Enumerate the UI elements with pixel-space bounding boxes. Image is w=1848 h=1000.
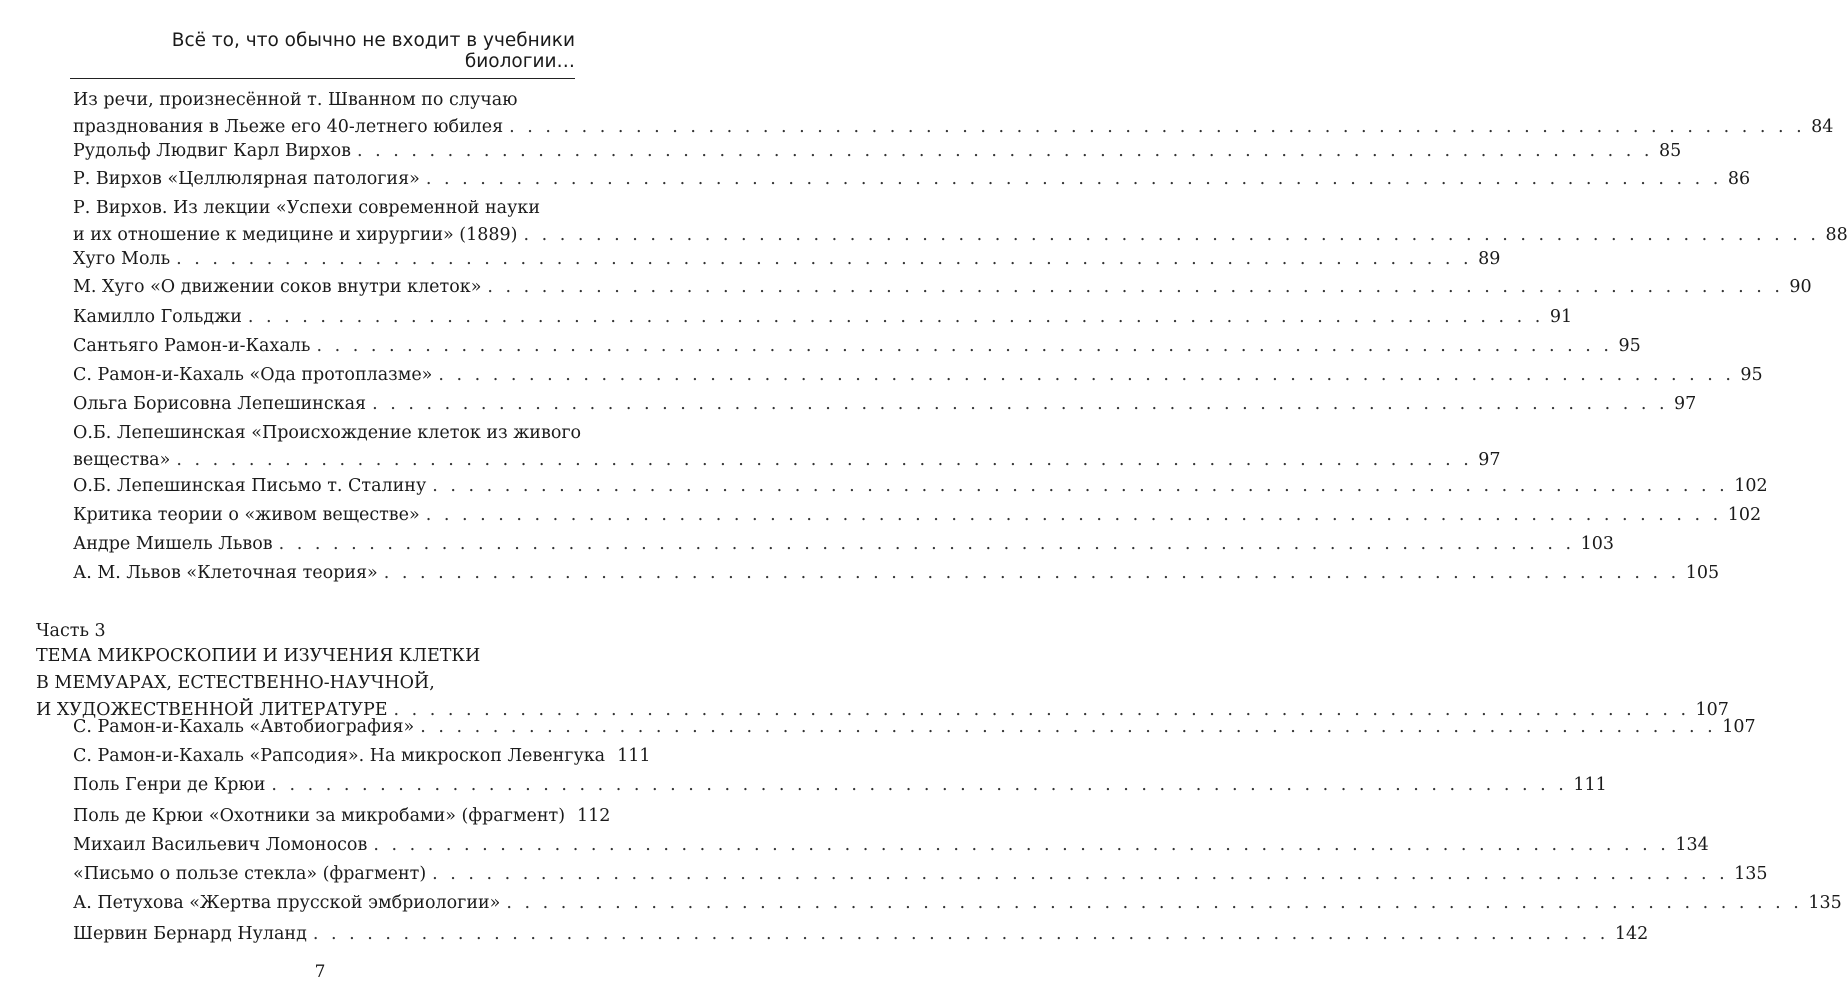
toc-entry-page: 111 [1573, 775, 1607, 795]
toc-entry-title: Хуго Моль [73, 249, 171, 269]
toc-entry [73, 743, 651, 770]
toc-entry-page: 88 [1825, 225, 1848, 245]
toc-entry-page: 97 [1674, 394, 1697, 414]
leader-dots: . . . . . . . . . . . . . . . . . . . . . . . . . . . . . . . . . . . . . . . . . . . . . . . . . . . . . . . . . . . . . . . . . . . . . . . . [176, 249, 1473, 269]
toc-entry-title: О.Б. Лепешинская Письмо т. Сталину [73, 476, 427, 496]
leader-dots: . . . . . . . . . . . . . . . . . . . . . . . . . . . . . . . . . . . . . . . . . . . . . . . . . . . . . . . . . . . . . . . . . . . . . . . . [312, 924, 1609, 944]
toc-entry [73, 304, 1573, 331]
toc-entry-page: 91 [1549, 307, 1573, 327]
toc-entry-page: 97 [1478, 450, 1501, 470]
leader-dots: . . . . . . . . . . . . . . . . . . . . . . . . . . . . . . . . . . . . . . . . . . . . . . . . . . . . . . . . . . . . . . . . . . . . . . . . [373, 835, 1670, 855]
toc-entry-title: празднования в Льеже его 40-летнего юбилея [73, 117, 504, 137]
toc-entry [73, 861, 1768, 888]
toc-entry-page: 103 [1580, 534, 1614, 554]
toc-entry-title: Поль Генри де Крюи [73, 775, 266, 795]
toc-entry-page: 95 [1740, 365, 1763, 385]
toc-entry [73, 714, 1756, 741]
toc-entry-page: 135 [1734, 864, 1768, 884]
toc-entry-title: Сантьяго Рамон-и-Кахаль [73, 336, 311, 356]
toc-entry-page: 90 [1789, 277, 1812, 297]
toc-entry [73, 333, 1641, 360]
leader-dots: . . . . . . . . . . . . . . . . . . . . . . . . . . . . . . . . . . . . . . . . . . . . . . . . . . . . . . . . . . . . . . . . . . . . . . . . [487, 277, 1784, 297]
toc-entry-title: Поль де Крюи «Охотники за микробами» (фрагмент) [73, 806, 566, 826]
toc-entry [73, 772, 1607, 799]
toc-entry [73, 138, 1682, 165]
leader-dots: . . . . . . . . . . . . . . . . . . . . . . . . . . . . . . . . . . . . . . . . . . . . . . . . . . . . . . . . . . . . . . . . . . . . . . . . [176, 450, 1473, 470]
toc-entry-page: 142 [1614, 924, 1649, 944]
toc-entry-title: О.Б. Лепешинская «Происхождение клеток из живого [73, 423, 582, 443]
toc-entry-page: 85 [1658, 141, 1682, 161]
leader-dots: . . . . . . . . . . . . . . . . . . . . . . . . . . . . . . . . . . . . . . . . . . . . . . . . . . . . . . . . . . . . . . . . . . . . . . . . [438, 365, 1735, 385]
toc-entry-title: Андре Мишель Львов [73, 534, 273, 554]
toc-entry-title: Камилло Гольджи [73, 307, 242, 327]
toc-entry [73, 502, 1762, 529]
toc-entry [73, 420, 1501, 474]
toc-entry-title: Ольга Борисовна Лепешинская [73, 394, 367, 414]
leader-dots: . . . . . . . . . . . . . . . . . . . . . . . . . . . . . . . . . . . . . . . . . . . . . . . . . . . . . . . . . . . . . . . . . . . . . . . . [316, 336, 1613, 356]
toc-entry [73, 531, 1614, 558]
toc-entry-page: 135 [1808, 893, 1842, 913]
leader-dots: . . . . . . . . . . . . . . . . . . . . . . . . . . . . . . . . . . . . . . . . . . . . . . . . . . . . . . . . . . . . . . . . . . . . . . . . [425, 505, 1722, 525]
leader-dots: . . . . . . . . . . . . . . . . . . . . . . . . . . . . . . . . . . . . . . . . . . . . . . . . . . . . . . . . . . . . . . . . . . . . . . . . [247, 307, 1544, 327]
toc-entry-title: Р. Вирхов. Из лекции «Успехи современной науки [73, 198, 541, 218]
toc-entry [73, 87, 1834, 141]
toc-entry-page: 134 [1675, 835, 1709, 855]
toc-entry [73, 921, 1649, 948]
part-label: Часть 3 [36, 621, 106, 641]
toc-entry-title: Михаил Васильевич Ломоносов [73, 835, 368, 855]
running-header: Всё то, что обычно не входит в учебники биологии… [70, 30, 575, 79]
toc-entry-page: 86 [1727, 169, 1751, 189]
leader-dots: . . . . . . . . . . . . . . . . . . . . . . . . . . . . . . . . . . . . . . . . . . . . . . . . . . . . . . . . . . . . . . . . . . . . . . . . [420, 717, 1717, 737]
leader-dots: . . . . . . . . . . . . . . . . . . . . . . . . . . . . . . . . . . . . . . . . . . . . . . . . . . . . . . . . . . . . . . . . . . . . . . . . [383, 563, 1680, 583]
leader-dots: . . . . . . . . . . . . . . . . . . . . . . . . . . . . . . . . . . . . . . . . . . . . . . . . . . . . . . . . . . . . . . . . . . . . . . . . [357, 141, 1653, 161]
leader-dots: . . . . . . . . . . . . . . . . . . . . . . . . . . . . . . . . . . . . . . . . . . . . . . . . . . . . . . . . . . . . . . . . . . . . . . . . [432, 864, 1729, 884]
leader-dots: . . . . . . . . . . . . . . . . . . . . . . . . . . . . . . . . . . . . . . . . . . . . . . . . . . . . . . . . . . . . . . . . . . . . . . . . [506, 893, 1803, 913]
part-title-line: ТЕМА МИКРОСКОПИИ И ИЗУЧЕНИЯ КЛЕТКИ [36, 646, 481, 666]
leader-dots: . . . . . . . . . . . . . . . . . . . . . . . . . . . . . . . . . . . . . . . . . . . . . . . . . . . . . . . . . . . . . . . . . . . . . . . . [509, 117, 1806, 137]
toc-entry-title: А. М. Львов «Клеточная теория» [73, 563, 378, 583]
toc-entry-page: 95 [1618, 336, 1641, 356]
part-page: 107 [1695, 700, 1729, 720]
toc-entry-title: Шервин Бернард Нуланд [73, 924, 307, 944]
toc-entry-title: Рудольф Людвиг Карл Вирхов [73, 141, 351, 161]
part-title-line: В МЕМУАРАХ, ЕСТЕСТВЕННО-НАУЧНОЙ, [36, 673, 435, 693]
leader-dots: . . . . . . . . . . . . . . . . . . . . . . . . . . . . . . . . . . . . . . . . . . . . . . . . . . . . . . . . . . . . . . . . . . . . . . . . [432, 476, 1729, 496]
toc-entry-title: М. Хуго «О движении соков внутри клеток» [73, 277, 482, 297]
leader-dots: . . . . . . . . . . . . . . . . . . . . . . . . . . . . . . . . . . . . . . . . . . . . . . . . . . . . . . . . . . . . . . . . . . . . . . . . [271, 775, 1568, 795]
toc-entry-title: С. Рамон-и-Кахаль «Рапсодия». На микроскоп Левенгука [73, 746, 606, 766]
toc-entry-page: 102 [1734, 476, 1768, 496]
toc-entry [73, 391, 1697, 418]
part-heading [36, 619, 1729, 724]
page-number: 7 [314, 962, 326, 982]
leader-dots: . . . . . . . . . . . . . . . . . . . . . . . . . . . . . . . . . . . . . . . . . . . . . . . . . . . . . . . . . . . . . . . . . . . . . . . . [393, 700, 1690, 720]
toc-entry-title: «Письмо о пользе стекла» (фрагмент) [73, 864, 427, 884]
toc-entry-page: 107 [1722, 717, 1756, 737]
toc-entry-page: 102 [1727, 505, 1762, 525]
toc-entry-title: вещества» [73, 450, 171, 470]
leader-dots: . . . . . . . . . . . . . . . . . . . . . . . . . . . . . . . . . . . . . . . . . . . . . . . . . . . . . . . . . . . . . . . . . . . . . . . . [278, 534, 1575, 554]
toc-entry-page: 111 [617, 746, 651, 766]
toc-entry-page: 89 [1478, 249, 1501, 269]
toc-entry [73, 890, 1842, 917]
toc-entry-title: С. Рамон-и-Кахаль «Ода протоплазме» [73, 365, 433, 385]
toc-entry-page: 112 [577, 806, 611, 826]
leader-dots: . . . . . . . . . . . . . . . . . . . . . . . . . . . . . . . . . . . . . . . . . . . . . . . . . . . . . . . . . . . . . . . . . . . . . . . . [523, 225, 1820, 245]
leader-dots: . . . . . . . . . . . . . . . . . . . . . . . . . . . . . . . . . . . . . . . . . . . . . . . . . . . . . . . . . . . . . . . . . . . . . . . . [425, 169, 1722, 189]
toc-entry [73, 274, 1812, 301]
toc-entry [73, 195, 1848, 249]
toc-entry-title: Из речи, произнесённой т. Шванном по случаю [73, 90, 518, 110]
toc-entry-page: 84 [1811, 117, 1834, 137]
toc-entry-title: Критика теории о «живом веществе» [73, 505, 420, 525]
toc-entry-title: С. Рамон-и-Кахаль «Автобиография» [73, 717, 415, 737]
leader-dots: . . . . . . . . . . . . . . . . . . . . . . . . . . . . . . . . . . . . . . . . . . . . . . . . . . . . . . . . . . . . . . . . . . . . . . . . [372, 394, 1669, 414]
toc-entry [73, 560, 1720, 587]
part-title-line: И ХУДОЖЕСТВЕННОЙ ЛИТЕРАТУРЕ [36, 700, 388, 720]
toc-entry-page: 105 [1685, 563, 1720, 583]
toc-entry [73, 166, 1751, 193]
toc-entry [73, 246, 1501, 273]
toc-entry [73, 473, 1768, 500]
toc-entry-title: и их отношение к медицине и хирургии» (1889) [73, 225, 518, 245]
toc-entry [73, 832, 1709, 859]
toc-entry [73, 803, 611, 830]
toc-entry-title: Р. Вирхов «Целлюлярная патология» [73, 169, 420, 189]
toc-entry-title: А. Петухова «Жертва прусской эмбриологии» [73, 893, 501, 913]
toc-entry [73, 362, 1763, 389]
